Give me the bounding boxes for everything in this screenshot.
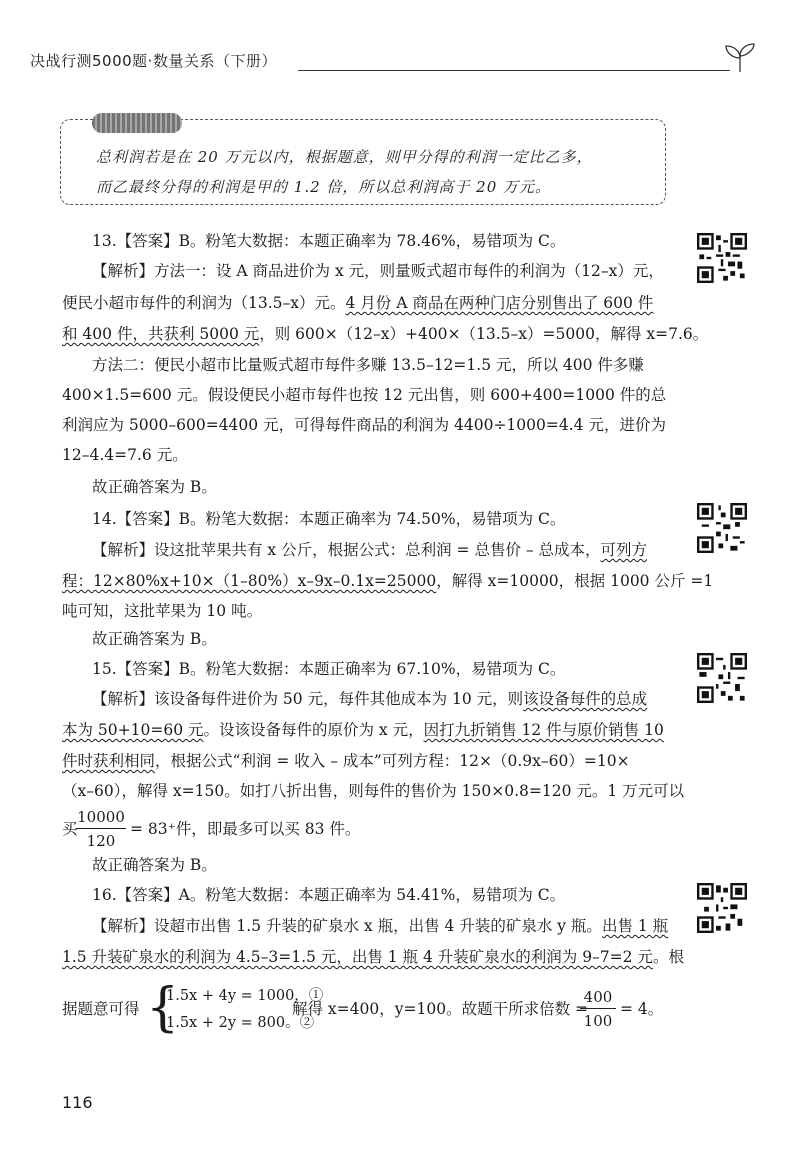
q16-equation-1: 1.5x + 4y = 1000，①	[166, 988, 324, 1004]
tip-badge-icon	[92, 113, 182, 133]
q13-method2-line-2: 400×1.5=600 元。假设便民小超市每件也按 12 元出售，则 600+400=1000 件的总	[62, 386, 667, 404]
q15-fraction-prefix: 买	[62, 820, 78, 838]
q16-fraction-suffix: = 4。	[620, 1000, 664, 1018]
q15-l3a: 件时获利相同	[62, 752, 156, 770]
header-rule	[298, 70, 730, 71]
q14-analysis-line-1	[92, 543, 647, 559]
tip-text-line-2: 而乙最终分得的利润是甲的 1.2 倍，所以总利润高于 20 万元。	[96, 178, 552, 196]
q16-analysis-line-1	[92, 919, 668, 935]
q13-conclusion: 故正确答案为 B。	[92, 478, 217, 496]
q14-l1a: 【解析】设这批苹果共有 x 公斤，根据公式：总利润 = 总售价 – 总成本，	[92, 541, 601, 559]
q13-analysis-line-1: 【解析】方法一：设 A 商品进价为 x 元，则量贩式超市每件的利润为（12–x）元，	[92, 262, 664, 280]
q15-l1a: 【解析】该设备每件进价为 50 元，每件其他成本为 10 元，则	[92, 690, 524, 708]
q15-l3b: ，根据公式“利润 = 收入 – 成本”可列方程：12×（0.9x–60）=10×	[155, 752, 630, 770]
q15-analysis-line-1	[92, 692, 647, 708]
q14-l2a: 程：12×80%x+10×（1–80%）x–9x–0.1x=25000	[62, 572, 437, 590]
q15-l2c: 因打九折销售 12 件与原价销售 10	[423, 721, 664, 739]
q16-fraction-numerator: 400	[583, 988, 613, 1006]
q13-l2b: 4 月份 A 商品在两种门店分别售出了 600 件	[345, 294, 654, 312]
q16-l2b: 。根	[652, 948, 684, 966]
qr-code-icon	[697, 883, 747, 933]
q16-system-prefix: 据题意可得	[62, 1000, 140, 1018]
q13-method2-line-4: 12–4.4=7.6 元。	[62, 446, 188, 464]
q15-fraction-bar	[76, 828, 126, 829]
q15-l2a: 本为 50+10=60 元	[62, 721, 204, 739]
qr-code-icon	[697, 503, 747, 553]
q13-l2a: 便民小超市每件的利润为（13.5–x）元。	[62, 294, 346, 312]
q15-fraction-denominator: 120	[86, 832, 116, 850]
qr-code-icon	[697, 653, 747, 703]
running-header-title: 决战行测5000题·数量关系（下册）	[30, 52, 277, 70]
q15-answer-line: 15.【答案】B。粉笔大数据：本题正确率为 67.10%，易错项为 C。	[92, 660, 566, 678]
q13-method2-line-1: 方法二：便民小超市比量贩式超市每件多赚 13.5–12=1.5 元，所以 400 件多赚	[92, 356, 644, 374]
q16-solution-text: 解得 x=400，y=100。故题干所求倍数 =	[292, 1000, 588, 1018]
q15-l2b: 。设该设备每件的原价为 x 元，	[203, 721, 424, 739]
q14-analysis-line-2	[62, 574, 713, 590]
q14-l1b: 可列方	[600, 541, 648, 559]
q14-l2b: ，解得 x=10000，根据 1000 公斤 =1	[436, 572, 714, 590]
q16-l2a: 1.5 升装矿泉水的利润为 4.5–3=1.5 元，出售 1 瓶 4 升装矿泉水的利润为 9–7=2 元	[62, 948, 653, 966]
q15-l1b: 该设备每件的总成	[523, 690, 648, 708]
q15-fraction-suffix: = 83⁺件，即最多可以买 83 件。	[130, 820, 361, 838]
q13-l3b: ，则 600×（12–x）+400×（13.5–x）=5000，解得 x=7.6。	[259, 325, 709, 343]
qr-code-icon	[697, 233, 747, 283]
q16-analysis-line-2	[62, 950, 684, 966]
q16-l1a: 【解析】设超市出售 1.5 升装的矿泉水 x 瓶，出售 4 升装的矿泉水 y 瓶。	[92, 917, 602, 935]
q16-equation-2: 1.5x + 2y = 800。②	[166, 1015, 315, 1031]
q13-analysis-line-3	[62, 327, 708, 343]
q13-answer-line: 13.【答案】B。粉笔大数据：本题正确率为 78.46%，易错项为 C。	[92, 232, 566, 250]
q14-analysis-line-3: 吨可知，这批苹果为 10 吨。	[62, 602, 263, 620]
q13-analysis-line-2	[62, 296, 653, 312]
q16-fraction-denominator: 100	[583, 1012, 613, 1030]
q15-analysis-line-4: （x–60），解得 x=150。如打八折出售，则每件的售价为 150×0.8=120 元。1 万元可以	[62, 782, 685, 800]
q13-method2-line-3: 利润应为 5000–600=4400 元，可得每件商品的利润为 4400÷1000=4.4 元，进价为	[62, 416, 666, 434]
q16-fraction-bar	[580, 1008, 616, 1009]
q14-conclusion: 故正确答案为 B。	[92, 630, 217, 648]
brace-icon: {	[146, 978, 180, 1038]
tip-text-line-1: 总利润若是在 20 万元以内，根据题意，则甲分得的利润一定比乙多，	[96, 148, 593, 166]
q15-fraction-numerator: 10000	[77, 808, 125, 826]
q15-analysis-line-2	[62, 723, 664, 739]
q13-l3a: 和 400 件，共获利 5000 元	[62, 325, 260, 343]
sprout-icon	[720, 40, 760, 74]
q16-answer-line: 16.【答案】A。粉笔大数据：本题正确率为 54.41%，易错项为 C。	[92, 886, 566, 904]
page-number: 116	[62, 1093, 93, 1112]
q15-analysis-line-3	[62, 754, 630, 770]
q15-conclusion: 故正确答案为 B。	[92, 856, 217, 874]
q14-answer-line: 14.【答案】B。粉笔大数据：本题正确率为 74.50%，易错项为 C。	[92, 510, 566, 528]
q16-l1b: 出售 1 瓶	[601, 917, 669, 935]
